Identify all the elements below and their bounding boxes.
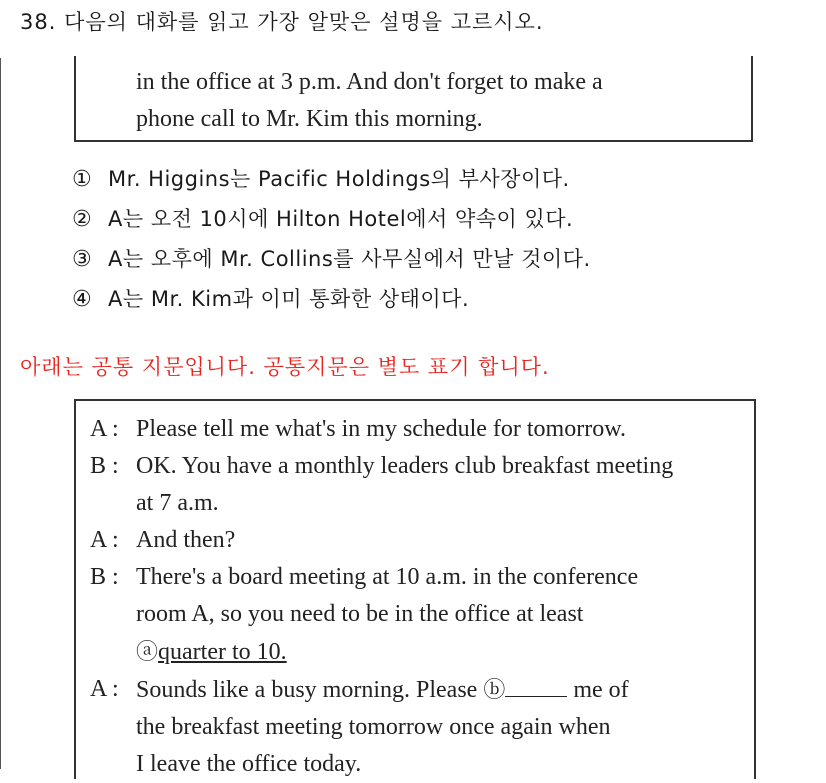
option-text: A는 Mr. Kim과 이미 통화한 상태이다. — [108, 287, 470, 311]
option-number: ③ — [72, 247, 93, 272]
dialog-line: phone call to Mr. Kim this morning. — [136, 106, 483, 132]
blank-b[interactable] — [505, 672, 567, 697]
left-margin-rule — [0, 58, 1, 769]
marker-a: ⓐ — [136, 639, 159, 664]
dialog-text: me of — [567, 677, 629, 703]
dialog-turn — [90, 448, 754, 522]
answer-option-2[interactable] — [72, 200, 591, 240]
option-number: ① — [72, 167, 93, 192]
speaker-label: A : — [90, 416, 119, 442]
dialog-box-top — [74, 56, 753, 142]
dialog-line — [136, 633, 754, 671]
option-text: A는 오전 10시에 Hilton Hotel에서 약속이 있다. — [108, 207, 574, 231]
common-passage-notice: 아래는 공통 지문입니다. 공통지문은 별도 표기 합니다. — [20, 355, 550, 379]
dialog-turn — [90, 559, 754, 671]
dialog-line: There's a board meeting at 10 a.m. in the conference — [136, 564, 639, 590]
option-number: ② — [72, 207, 93, 232]
speaker-label: B : — [90, 564, 119, 590]
answer-option-1[interactable] — [72, 160, 591, 200]
speaker-label: A : — [90, 527, 119, 553]
option-text: A는 오후에 Mr. Collins를 사무실에서 만날 것이다. — [108, 247, 591, 271]
marker-b: ⓑ — [483, 677, 506, 702]
dialog-line: Please tell me what's in my schedule for tomorrow. — [136, 416, 626, 442]
dialog-turn — [90, 671, 754, 783]
dialog-turn — [90, 411, 754, 448]
answer-options — [72, 160, 591, 320]
underlined-phrase-a: quarter to 10. — [158, 639, 287, 665]
dialog-line — [136, 671, 754, 709]
option-number: ④ — [72, 287, 93, 312]
option-text: Mr. Higgins는 Pacific Holdings의 부사장이다. — [108, 167, 570, 191]
dialog-line: room A, so you need to be in the office at least — [136, 601, 584, 627]
speaker-label: B : — [90, 453, 119, 479]
question-title: 38. 다음의 대화를 읽고 가장 알맞은 설명을 고르시오. — [20, 10, 544, 34]
dialog-line: And then? — [136, 527, 236, 553]
dialog-line: at 7 a.m. — [136, 490, 219, 516]
dialog-line: OK. You have a monthly leaders club breakfast meeting — [136, 453, 674, 479]
answer-option-3[interactable] — [72, 240, 591, 280]
speaker-label: A : — [90, 676, 119, 702]
dialog-line: I leave the office today. — [136, 751, 362, 777]
dialog-box-bottom — [74, 399, 756, 779]
dialog-line: the breakfast meeting tomorrow once again when — [136, 714, 611, 740]
dialog-line: in the office at 3 p.m. And don't forget to make a — [136, 69, 603, 95]
dialog-text: Sounds like a busy morning. Please — [136, 677, 484, 703]
answer-option-4[interactable] — [72, 280, 591, 320]
dialog-turn — [90, 522, 754, 559]
